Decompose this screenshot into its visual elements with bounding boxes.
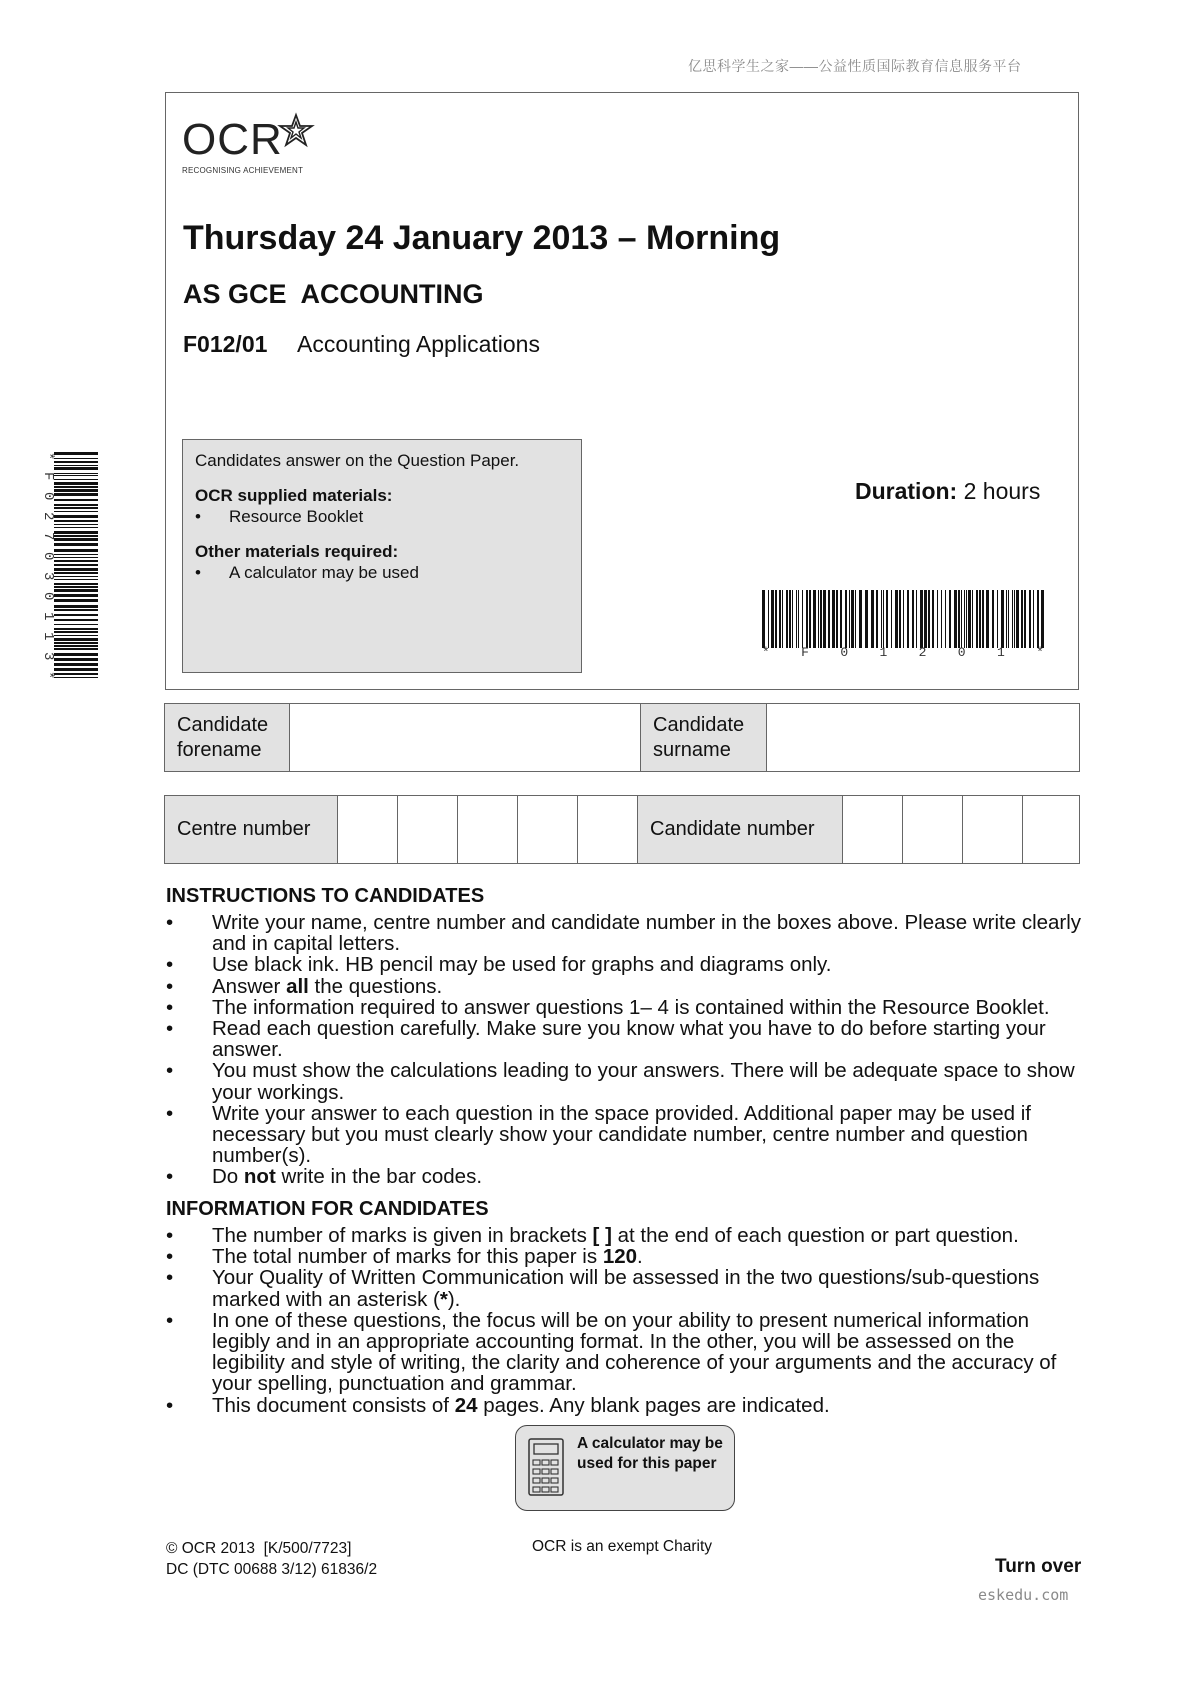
barcode-bar [54,535,98,537]
barcode-char: 1 [40,631,56,640]
barcode-bar [54,467,98,470]
barcode-main-text [762,645,1044,660]
information-text: This document consists of 24 pages. Any blank pages are indicated. [212,1393,830,1417]
instruction-text: Read each question carefully. Make sure you know what you have to do before starting your answer. [212,1017,1046,1062]
candidate-number-label: Candidate number [638,796,843,863]
barcode-bar [54,473,98,474]
barcode-char: * [762,645,770,660]
barcode-bar [949,590,951,648]
barcode-bar [876,590,878,648]
barcode-bar [54,504,98,506]
barcode-bar [54,594,98,597]
barcode-bar [997,590,998,648]
barcode-bar [976,590,978,648]
barcode-bar [899,590,901,648]
barcode-bar [54,527,98,528]
supplied-item: Resource Booklet [229,507,364,526]
barcode-bar [771,590,774,648]
barcode-bar [54,458,98,459]
barcode-bar [54,576,98,577]
barcode-bar [54,638,98,641]
barcode-bar [912,590,914,648]
logo-tagline: RECOGNISING ACHIEVEMENT [182,166,304,175]
barcode-char: 1 [996,645,1005,660]
barcode-bar [54,605,98,608]
barcode-char: F [801,645,809,660]
information-list [166,1225,1086,1416]
footer-left [166,1538,377,1580]
barcode-bar [54,619,98,621]
barcode-bar [903,590,904,648]
barcode-bar [1033,590,1034,648]
barcode-bar [54,493,98,496]
barcode-bar [865,590,868,648]
barcode-bar [982,590,984,648]
star-icon [277,112,315,150]
barcode-side [54,452,98,680]
barcode-char: 2 [918,645,927,660]
list-item: • Answer all the questions. [166,976,1086,997]
barcode-bar [54,507,98,509]
barcode-bar [54,549,98,552]
subject-title: AS GCE ACCOUNTING [183,279,484,309]
centre-number-box[interactable] [338,796,398,863]
barcode-bar [54,524,98,525]
barcode-bar [54,515,98,518]
barcode-bar [54,658,98,661]
barcode-bar [855,590,856,648]
materials-box: Candidates answer on the Question Paper. OCR supplied materials: • Resource Booklet Other materials required: • A calculator may be used [182,439,582,673]
barcode-char: * [40,671,56,680]
barcode-bar [54,645,98,647]
barcode-char: 2 [40,511,56,521]
barcode-char: 0 [40,491,56,501]
barcode-bar [1016,590,1019,648]
instruction-text: Write your answer to each question in the space provided. Additional paper may be used if necessary but you must clearly show your candidate number, centre number and question number(s). [212,1101,1031,1168]
candidate-number-box[interactable] [1023,796,1079,863]
barcode-bar [968,590,971,648]
centre-number-box[interactable] [398,796,458,863]
list-item: • Write your name, centre number and candidate number in the boxes above. Please write clearly and in capital letters. [166,912,1086,954]
barcode-bar [54,586,98,588]
forename-label: Candidate forename [165,704,290,771]
emphasis: not [243,1165,276,1189]
barcode-bar [924,590,927,648]
barcode-bar [954,590,957,648]
copyright: © OCR 2013 [K/500/7723] [166,1540,352,1557]
candidate-number-grid [164,795,1080,864]
barcode-bar [958,590,960,648]
forename-field[interactable] [290,704,641,771]
barcode-bar [972,590,973,648]
exam-title: Thursday 24 January 2013 – Morning [183,219,781,257]
information-text: Your Quality of Written Communication will be assessed in the two questions/sub-questions marked with an asterisk (*). [212,1266,1040,1311]
barcode-bar [54,653,98,656]
centre-number-label: Centre number [165,796,338,863]
barcode-bar [806,590,808,648]
barcode-bar [820,590,822,648]
dc-code: DC (DTC 00688 3/12) 61836/2 [166,1561,378,1578]
instruction-text: The information required to answer questions 1– 4 is contained within the Resource Booklet. [212,995,1050,1019]
paper-code: F012/01 [183,331,268,357]
duration-value: 2 hours [963,478,1041,504]
duration [855,478,1040,505]
barcode-char: * [40,452,56,461]
barcode-bar [54,520,98,522]
barcode-bar [979,590,981,648]
information-heading: INFORMATION FOR CANDIDATES [166,1198,489,1220]
centre-number-box[interactable] [518,796,578,863]
barcode-bar [823,590,826,648]
barcode-bar [54,599,98,602]
barcode-bar [881,590,882,648]
barcode-char: F [40,471,56,481]
list-item: • This document consists of 24 pages. Any blank pages are indicated. [166,1395,1086,1416]
barcode-bar [54,568,98,571]
supplied-heading: OCR supplied materials: [195,486,393,505]
barcode-bar [54,543,98,546]
barcode-bar [916,590,917,648]
barcode-bar [1024,590,1026,648]
barcode-char: * [1036,645,1044,660]
barcode-bar [937,590,938,648]
barcode-bar [54,554,98,555]
list-item: • You must show the calculations leading to your answers. There will be adequate space to show your workings. [166,1060,1086,1102]
barcode-char: 0 [840,645,849,660]
barcode-bar [1008,590,1009,648]
barcode-bar [961,590,962,648]
paper-name: Accounting Applications [297,331,540,357]
turn-over: Turn over [995,1556,1082,1577]
logo-text: OCR [182,115,283,164]
barcode-bar [796,590,797,648]
barcode-bar [851,590,854,648]
barcode-char: 3 [40,651,56,660]
barcode-bar [768,590,769,648]
barcode-bar [54,589,98,592]
barcode-bar [786,590,788,648]
barcode-bar [54,531,98,534]
barcode-bar [54,479,98,480]
barcode-char: 1 [879,645,888,660]
barcode-bar [792,590,793,648]
barcode-bar [1041,590,1044,648]
instruction-text: Do not write in the bar codes. [212,1165,483,1189]
barcode-bar [886,590,888,648]
barcode-bar [907,590,909,648]
barcode-bar [789,590,791,648]
list-item: • Use black ink. HB pencil may be used for graphs and diagrams only. [166,954,1086,975]
candidate-name-grid [164,703,1080,772]
information-text: The number of marks is given in brackets [ ] at the end of each question or part question. [212,1224,1019,1247]
barcode-bar [986,590,989,648]
emphasis: all [286,974,309,998]
emphasis: 24 [454,1393,478,1417]
barcode-bar [782,590,783,648]
barcode-bar [54,631,98,633]
barcode-bar [932,590,934,648]
list-item: • The total number of marks for this paper is 120. [166,1246,1086,1267]
list-item: • In one of these questions, the focus will be on your ability to present numerical information legibly and in an appropriate accounting format. In the other, you will be assessed on the legibility and style of writing, the clarity and coherence of your arguments and the accuracy of your spelling, punctuation and grammar. [166,1310,1086,1395]
barcode-bar [849,590,850,648]
barcode-bar [1014,590,1015,648]
materials-line: Candidates answer on the Question Paper. [195,451,520,470]
barcode-bar [54,511,98,512]
barcode-bar [54,486,98,488]
barcode-bar [775,590,777,648]
barcode-bar [845,590,847,648]
other-heading: Other materials required: [195,542,399,561]
barcode-char: 7 [40,531,56,541]
barcode-bar [762,590,765,648]
barcode-bar [54,579,98,580]
centre-number-box[interactable] [578,796,638,863]
list-item: • Do not write in the bar codes. [166,1166,1086,1187]
barcode-bar [54,452,98,455]
barcode-bar [809,590,811,648]
candidate-number-box[interactable] [843,796,903,863]
barcode-char: 0 [40,551,56,561]
barcode-bar [54,677,98,678]
barcode-bar [54,538,98,541]
barcode-bar [828,590,830,648]
barcode-bar [54,461,98,463]
barcode-bar [54,465,98,466]
barcode-bar [54,609,98,611]
barcode-bar [859,590,862,648]
barcode-bar [798,590,799,648]
barcode-bar [1006,590,1007,648]
emphasis: 120 [602,1245,638,1269]
barcode-bar [964,590,965,648]
barcode-char: 0 [957,645,966,660]
surname-field[interactable] [767,704,1079,771]
barcode-main [762,590,1044,648]
watermark-top: 亿思科学生之家——公益性质国际教育信息服务平台 [688,58,1022,74]
information-text: The total number of marks for this paper is 120. [212,1245,643,1269]
barcode-bar [992,590,994,648]
other-item: A calculator may be used [229,563,419,582]
candidate-number-box[interactable] [963,796,1023,863]
barcode-side-text [36,452,56,680]
candidate-number-box[interactable] [903,796,963,863]
barcode-bar [1029,590,1031,648]
barcode-bar [54,648,98,650]
barcode-bar [54,583,98,585]
list-item: • The information required to answer questions 1– 4 is contained within the Resource Booklet. [166,997,1086,1018]
barcode-char: 3 [40,571,56,581]
barcode-bar [1012,590,1013,648]
barcode-bar [54,642,98,644]
barcode-char: 0 [40,591,56,601]
barcode-bar [920,590,923,648]
barcode-char: 1 [40,611,56,621]
emphasis: * [439,1287,448,1311]
barcode-bar [802,590,803,648]
list-item: • Your Quality of Written Communication will be assessed in the two questions/sub-questions marked with an asterisk (*). [166,1267,1086,1309]
barcode-bar [832,590,835,648]
barcode-bar [779,590,781,648]
list-item: • Read each question carefully. Make sure you know what you have to do before starting your answer. [166,1018,1086,1060]
barcode-bar [1037,590,1039,648]
duration-label: Duration: [855,478,958,504]
list-item: • Write your answer to each question in the space provided. Additional paper may be used if necessary but you must clearly show your candidate number, centre number and question number(s). [166,1103,1086,1167]
barcode-bar [54,489,98,492]
barcode-bar [941,590,942,648]
instruction-text: Answer all the questions. [212,974,443,998]
instruction-text: Use black ink. HB pencil may be used for graphs and diagrams only. [212,953,832,977]
barcode-bar [891,590,892,648]
barcode-bar [1021,590,1023,648]
instructions-heading: INSTRUCTIONS TO CANDIDATES [166,885,485,907]
emphasis: [ ] [592,1224,612,1247]
barcode-bar [54,499,98,501]
barcode-bar [54,624,98,625]
barcode-bar [54,628,98,630]
surname-label: Candidate surname [641,704,767,771]
instruction-text: You must show the calculations leading to your answers. There will be adequate space to show your workings. [212,1059,1075,1104]
barcode-bar [54,557,98,558]
barcode-bar [54,635,98,636]
barcode-bar [836,590,838,648]
calculator-note-box [515,1425,735,1511]
barcode-bar [895,590,898,648]
barcode-bar [54,614,98,616]
barcode-bar [813,590,816,648]
barcode-bar [54,560,98,562]
information-text: In one of these questions, the focus will be on your ability to present numerical information legibly and in an appropriate accounting format. In the other, you will be assessed on the legibility and style of writing, the clarity and coherence of your arguments and the accuracy of your spelling, punctuation and grammar. [212,1308,1057,1396]
barcode-bar [966,590,967,648]
barcode-bar [54,572,98,574]
list-item: • The number of marks is given in brackets [ ] at the end of each question or part question. [166,1225,1086,1246]
barcode-bar [840,590,842,648]
watermark-bottom: eskedu.com [978,1586,1069,1604]
barcode-bar [1001,590,1004,648]
barcode-bar [54,475,98,476]
barcode-bar [54,482,98,485]
instructions-list [166,912,1086,1188]
calculator-note: A calculator may be used for this paper [577,1435,723,1472]
barcode-bar [871,590,874,648]
charity-note: OCR is an exempt Charity [532,1538,713,1555]
ocr-logo [182,115,315,175]
barcode-bar [945,590,946,648]
barcode-bar [928,590,930,648]
barcode-bar [54,663,98,666]
instruction-text: Write your name, centre number and candidate number in the boxes above. Please write clearly and in capital letters. [212,911,1082,956]
barcode-bar [54,564,98,566]
barcode-bar [54,673,98,675]
calculator-icon [528,1438,564,1496]
barcode-bar [818,590,819,648]
centre-number-box[interactable] [458,796,518,863]
barcode-bar [883,590,884,648]
barcode-bar [54,668,98,671]
